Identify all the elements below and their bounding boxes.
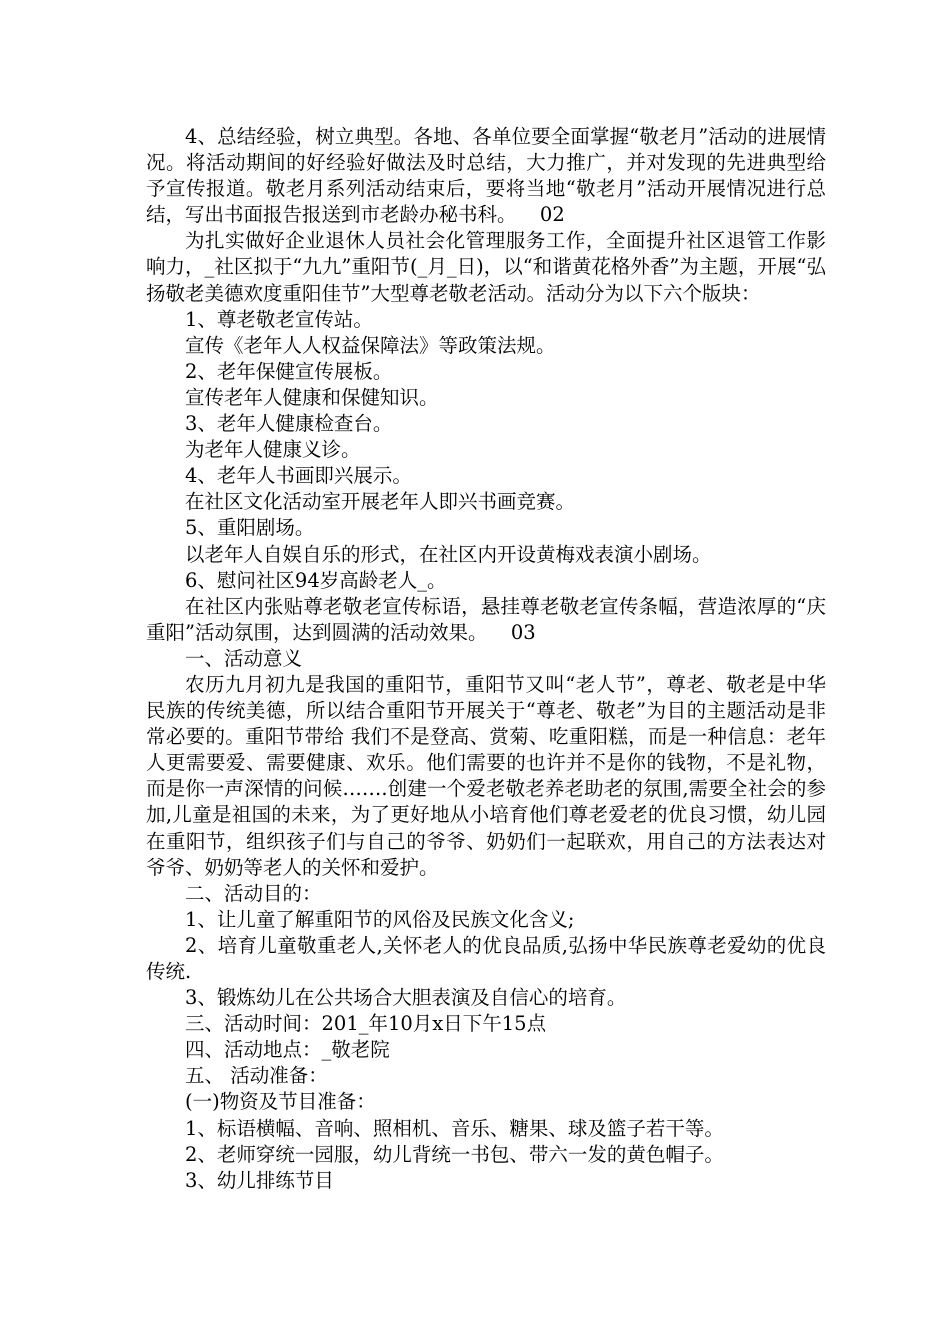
list-item: 3、幼儿排练节目 xyxy=(185,1168,334,1192)
paragraph-intro: 为扎实做好企业退休人员社会化管理服务工作，全面提升社区退管工作影响力，_社区拟于“九九”重阳节(_月_日)，以“和谐黄花格外香”为主题，开展“弘扬敬老美德欢度重阳佳节”大型尊老敬老活动。活动分为以下六个版块： xyxy=(146,229,826,305)
list-item: 6、慰问社区94岁高龄老人_。 xyxy=(185,568,447,592)
list-item: 1、标语横幅、音响、照相机、音乐、糖果、球及篮子若干等。 xyxy=(185,1116,724,1140)
heading-activity-location: 四、活动地点：_敬老院 xyxy=(185,1038,390,1062)
list-item: 5、重阳剧场。 xyxy=(185,516,315,540)
list-item: 4、老年人书画即兴展示。 xyxy=(185,464,412,488)
paragraph-summary-experience: 4、总结经验，树立典型。各地、各单位要全面掌握“敬老月”活动的进展情况。将活动期间的好经验好做法及时总结，大力推广，并对发现的先进典型给予宣传报道。敬老月系列活动结束后，要将当地“敬老月”活动开展情况进行总结，写出书面报告报送到市老龄办秘书科。 02 xyxy=(146,125,826,227)
heading-activity-purpose: 二、活动目的： xyxy=(185,881,322,905)
heading-activity-time: 三、活动时间：201_年10月x日下午15点 xyxy=(185,1012,547,1036)
list-item: 2、老师穿统一园服，幼儿背统一书包、带六一发的黄色帽子。 xyxy=(185,1142,724,1166)
list-item: 1、让儿童了解重阳节的风俗及民族文化含义; xyxy=(185,907,575,931)
document-body xyxy=(146,124,826,1194)
list-item: 3、锻炼幼儿在公共场合大胆表演及自信心的培育。 xyxy=(185,986,627,1010)
list-item: 3、老年人健康检查台。 xyxy=(185,412,393,436)
list-item-detail: 宣传《老年人人权益保障法》等政策法规。 xyxy=(185,333,556,357)
list-item-detail: 宣传老年人健康和保健知识。 xyxy=(185,385,439,409)
paragraph-meaning: 农历九月初九是我国的重阳节，重阳节又叫“老人节”，尊老、敬老是中华民族的传统美德，所以结合重阳节开展关于“尊老、敬老”为目的主题活动是非常必要的。重阳节带给 我们不是登高、赏菊、吃重阳糕，而是一种信息：老年人更需要爱、需要健康、欢乐。他们需要的也许并不是你的钱物，不是礼物，而是你一声深情的问候…….创建一个爱老敬老养老助老的氛围,需要全社会的参加,儿童是祖国的未来，为了更好地从小培育他们尊老爱老的优良习惯，幼儿园在重阳节，组织孩子们与自己的爷爷、奶奶们一起联欢，用自己的方法表达对爷爷、奶奶等老人的关怀和爱护。 xyxy=(146,672,826,879)
section-marker: 03 xyxy=(510,620,536,644)
list-item: 2、培育儿童敬重老人,关怀老人的优良品质,弘扬中华民族尊老爱幼的优良传统. xyxy=(146,933,826,983)
paragraph-atmosphere: 在社区内张贴尊老敬老宣传标语，悬挂尊老敬老宣传条幅，营造浓厚的“庆重阳”活动氛围，达到圆满的活动效果。 03 xyxy=(146,594,826,644)
heading-activity-preparation: 五、 活动准备： xyxy=(185,1064,328,1088)
list-item-detail: 以老年人自娱自乐的形式，在社区内开设黄梅戏表演小剧场。 xyxy=(185,542,712,566)
list-item-detail: 在社区文化活动室开展老年人即兴书画竞赛。 xyxy=(185,490,576,514)
list-item-detail: 为老年人健康义诊。 xyxy=(185,438,361,462)
section-marker: 02 xyxy=(539,203,565,227)
list-item: 2、老年保健宣传展板。 xyxy=(185,359,393,383)
heading-activity-meaning: 一、活动意义 xyxy=(185,646,303,670)
list-item: 1、尊老敬老宣传站。 xyxy=(185,307,373,331)
subheading-materials: (一)物资及节目准备： xyxy=(185,1090,376,1114)
